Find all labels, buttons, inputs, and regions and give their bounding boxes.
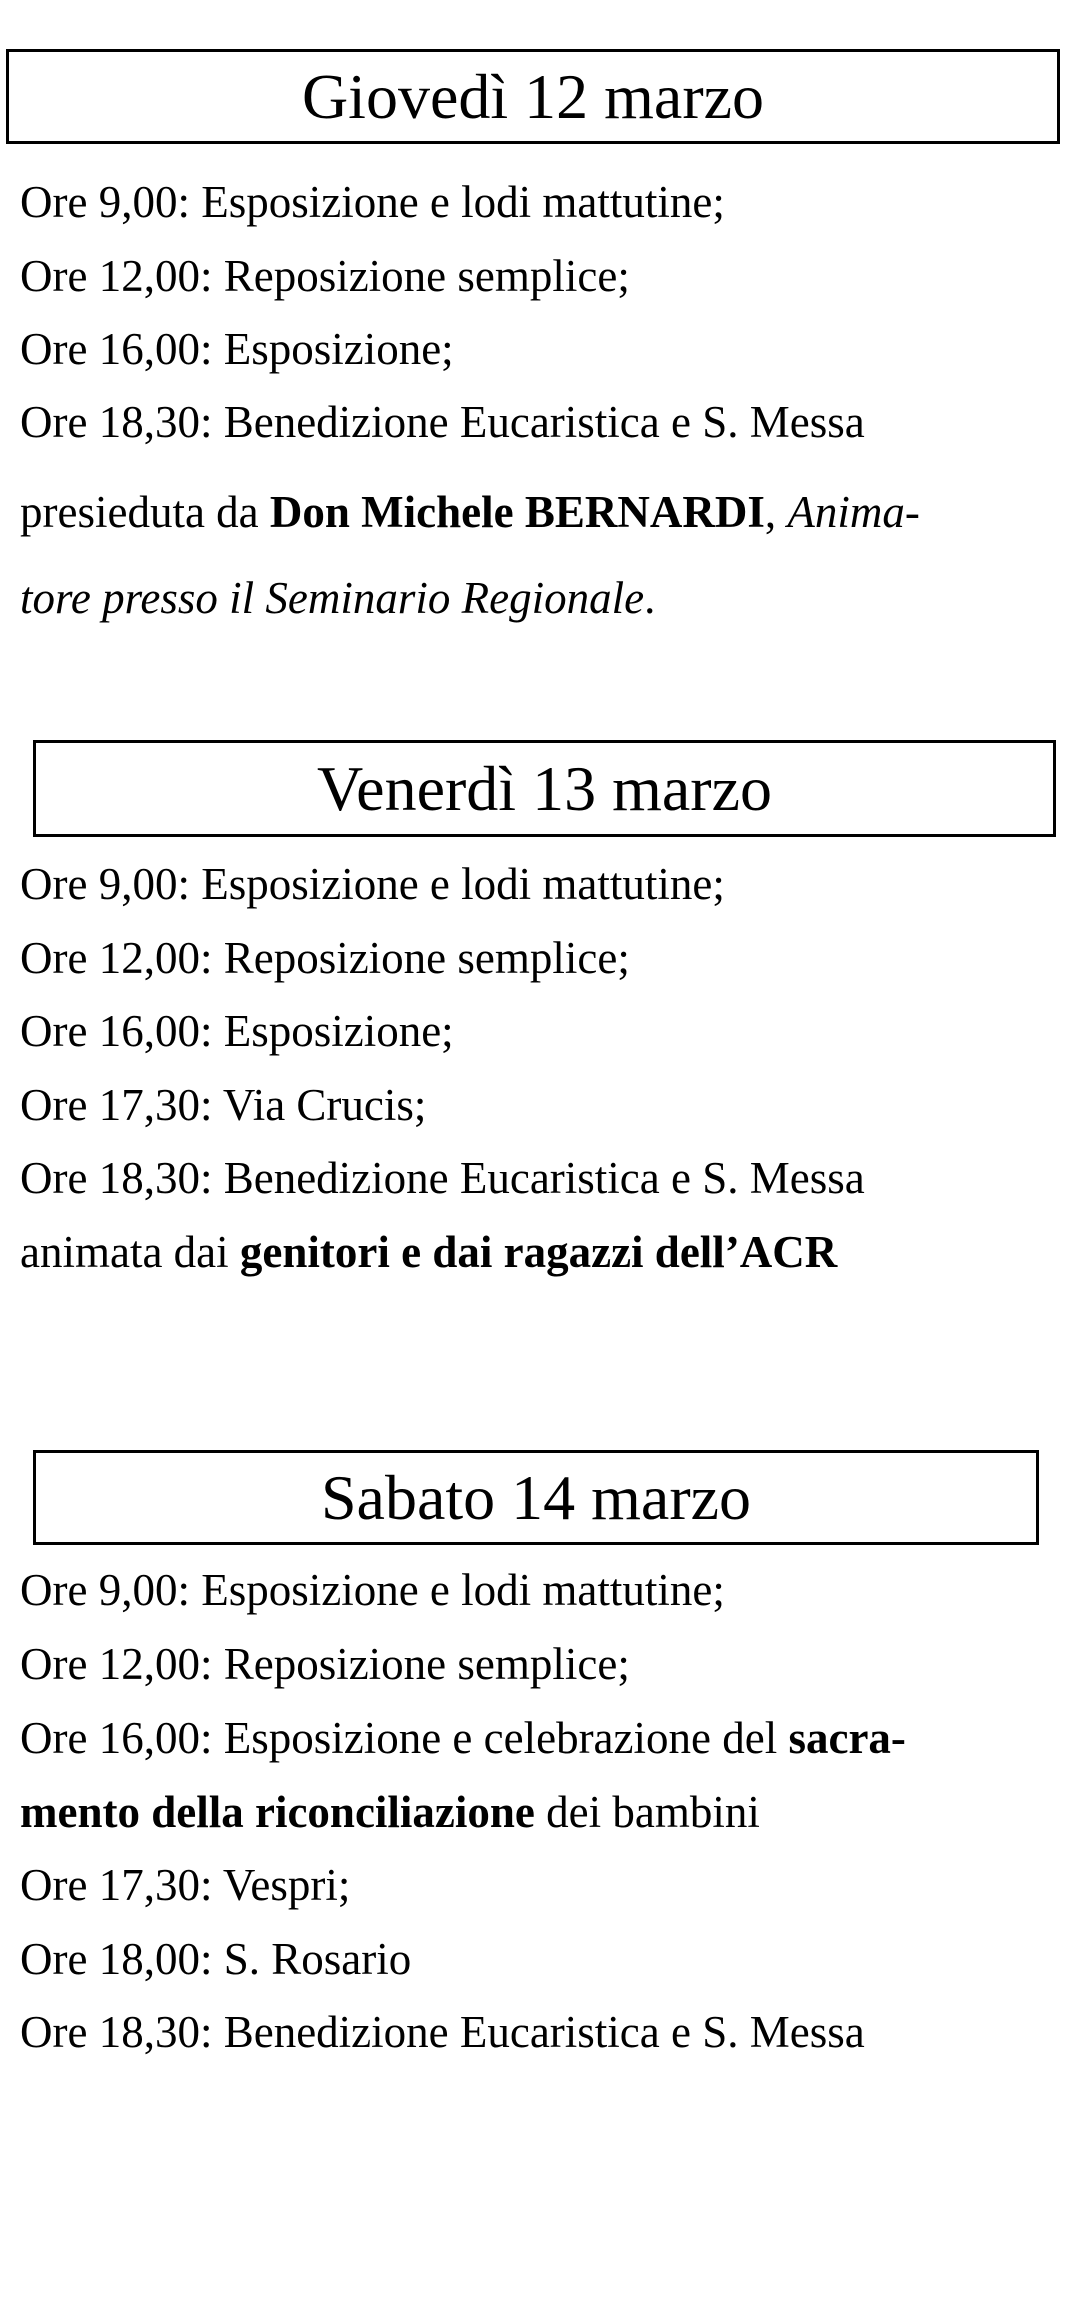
- presider-name: Don Michele BERNARDI: [269, 487, 765, 537]
- schedule-line: Ore 18,30: Benedizione Eucaristica e S. Messa: [20, 2007, 865, 2057]
- schedule-line: Ore 9,00: Esposizione e lodi mattutine;: [20, 177, 725, 227]
- schedule-line: Ore 18,00: S. Rosario: [20, 1934, 412, 1984]
- schedule-line: Ore 9,00: Esposizione e lodi mattutine;: [20, 859, 725, 909]
- presider-end: .: [644, 573, 656, 623]
- animated-group: genitori e dai ragazzi dell’ACR: [239, 1227, 838, 1277]
- presider-role-part2: tore presso il Seminario Regionale: [20, 573, 645, 623]
- animated-line: [20, 1227, 838, 1277]
- presider-prefix: presieduta da: [20, 487, 270, 537]
- schedule-line: Ore 12,00: Reposizione semplice;: [20, 1639, 630, 1689]
- confession-suffix: dei bambini: [534, 1787, 760, 1837]
- schedule-line: Ore 17,30: Via Crucis;: [20, 1080, 427, 1130]
- confession-prefix: Ore 16,00: Esposizione e celebrazione del: [20, 1713, 789, 1763]
- schedule-line: Ore 12,00: Reposizione semplice;: [20, 933, 630, 983]
- animated-prefix: animata dai: [20, 1227, 240, 1277]
- confession-line-2: [20, 1787, 760, 1837]
- day-title: Giovedì 12 marzo: [301, 60, 765, 132]
- day-heading-saturday: [33, 1450, 1039, 1545]
- confession-bold-part2: mento della riconciliazione: [20, 1787, 535, 1837]
- presider-comma: ,: [764, 487, 788, 537]
- day-title: Sabato 14 marzo: [320, 1461, 752, 1533]
- schedule-line: Ore 18,30: Benedizione Eucaristica e S. Messa: [20, 1153, 865, 1203]
- schedule-line: Ore 9,00: Esposizione e lodi mattutine;: [20, 1565, 725, 1615]
- presider-role-line: [20, 573, 656, 623]
- day-heading-friday: [33, 740, 1056, 837]
- confession-line: [20, 1713, 906, 1763]
- schedule-line: Ore 12,00: Reposizione semplice;: [20, 251, 630, 301]
- schedule-line: Ore 16,00: Esposizione;: [20, 324, 454, 374]
- presider-role-part1: Anima-: [787, 487, 920, 537]
- day-title: Venerdì 13 marzo: [317, 752, 772, 824]
- schedule-line: Ore 16,00: Esposizione;: [20, 1006, 454, 1056]
- confession-bold-part1: sacra-: [788, 1713, 906, 1763]
- schedule-line: Ore 17,30: Vespri;: [20, 1860, 351, 1910]
- presider-line: [20, 487, 920, 537]
- day-heading-thursday: [6, 49, 1060, 144]
- schedule-line: Ore 18,30: Benedizione Eucaristica e S. Messa: [20, 397, 865, 447]
